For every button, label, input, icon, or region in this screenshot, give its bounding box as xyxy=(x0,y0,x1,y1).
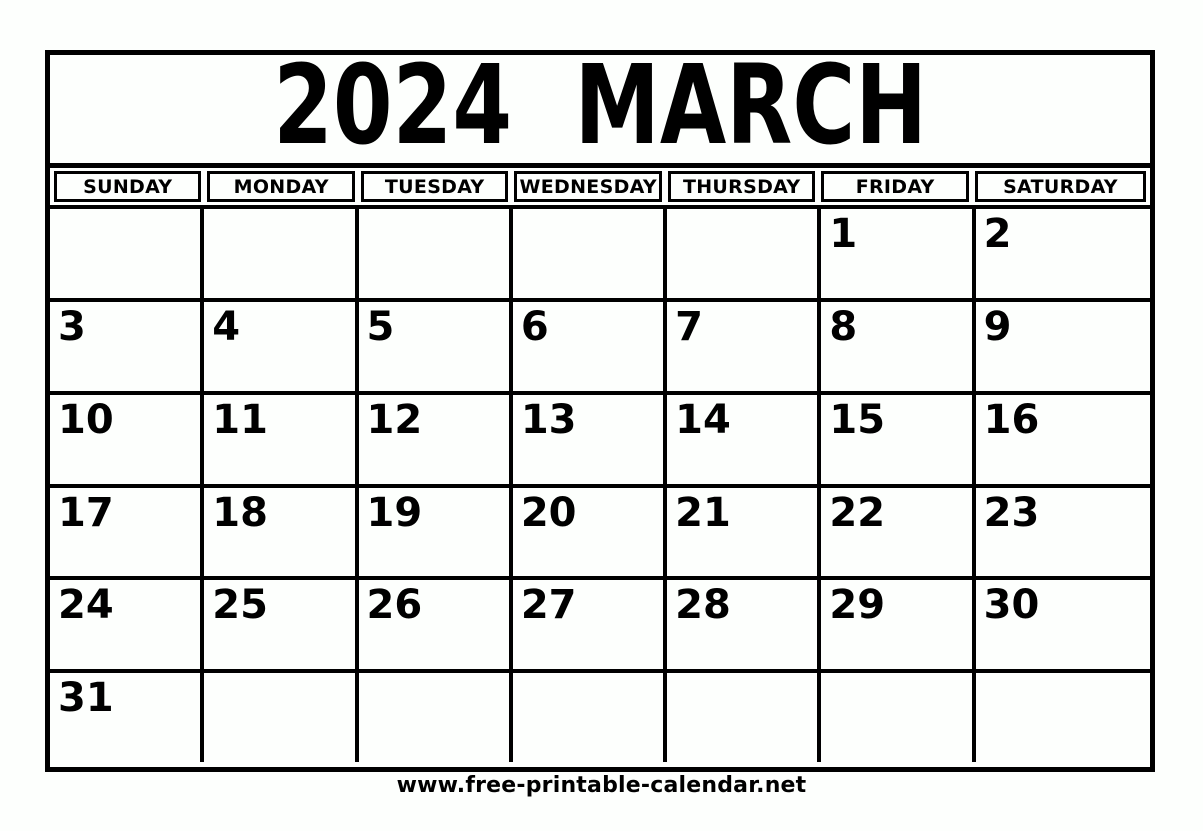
day-cell-empty xyxy=(204,673,354,762)
day-cell-empty xyxy=(50,209,200,298)
day-cell-empty xyxy=(204,209,354,298)
day-cell-30: 30 xyxy=(976,580,1150,669)
day-cell-20: 20 xyxy=(513,488,663,577)
day-cell-8: 8 xyxy=(821,302,971,391)
day-cell-empty xyxy=(513,673,663,762)
weekday-header-saturday: SATURDAY xyxy=(975,171,1146,202)
day-cell-29: 29 xyxy=(821,580,971,669)
day-cell-empty xyxy=(359,673,509,762)
weekday-header-wednesday: WEDNESDAY xyxy=(514,171,661,202)
weekday-header-sunday: SUNDAY xyxy=(54,171,201,202)
day-cell-17: 17 xyxy=(50,488,200,577)
weekday-header-tuesday: TUESDAY xyxy=(361,171,508,202)
day-cell-27: 27 xyxy=(513,580,663,669)
day-cell-10: 10 xyxy=(50,395,200,484)
day-cell-16: 16 xyxy=(976,395,1150,484)
day-cell-18: 18 xyxy=(204,488,354,577)
day-cell-empty xyxy=(359,209,509,298)
calendar-grid xyxy=(50,205,1150,762)
day-cell-5: 5 xyxy=(359,302,509,391)
day-cell-25: 25 xyxy=(204,580,354,669)
calendar-title: 2024 MARCH xyxy=(273,55,927,168)
day-cell-11: 11 xyxy=(204,395,354,484)
day-cell-24: 24 xyxy=(50,580,200,669)
day-cell-15: 15 xyxy=(821,395,971,484)
day-cell-28: 28 xyxy=(667,580,817,669)
calendar-title-row xyxy=(50,55,1150,168)
day-cell-22: 22 xyxy=(821,488,971,577)
footer-url: www.free-printable-calendar.net xyxy=(396,773,807,798)
weekday-header-friday: FRIDAY xyxy=(821,171,968,202)
day-cell-13: 13 xyxy=(513,395,663,484)
day-cell-7: 7 xyxy=(667,302,817,391)
day-cell-1: 1 xyxy=(821,209,971,298)
day-cell-26: 26 xyxy=(359,580,509,669)
day-cell-4: 4 xyxy=(204,302,354,391)
day-cell-2: 2 xyxy=(976,209,1150,298)
weekday-header-row xyxy=(50,168,1150,205)
day-cell-12: 12 xyxy=(359,395,509,484)
day-cell-empty xyxy=(976,673,1150,762)
weekday-header-thursday: THURSDAY xyxy=(668,171,815,202)
day-cell-empty xyxy=(667,673,817,762)
day-cell-14: 14 xyxy=(667,395,817,484)
weekday-header-monday: MONDAY xyxy=(207,171,354,202)
day-cell-31: 31 xyxy=(50,673,200,762)
day-cell-19: 19 xyxy=(359,488,509,577)
day-cell-6: 6 xyxy=(513,302,663,391)
day-cell-21: 21 xyxy=(667,488,817,577)
day-cell-9: 9 xyxy=(976,302,1150,391)
day-cell-empty xyxy=(513,209,663,298)
day-cell-empty xyxy=(821,673,971,762)
day-cell-3: 3 xyxy=(50,302,200,391)
calendar xyxy=(45,50,1155,772)
day-cell-23: 23 xyxy=(976,488,1150,577)
day-cell-empty xyxy=(667,209,817,298)
